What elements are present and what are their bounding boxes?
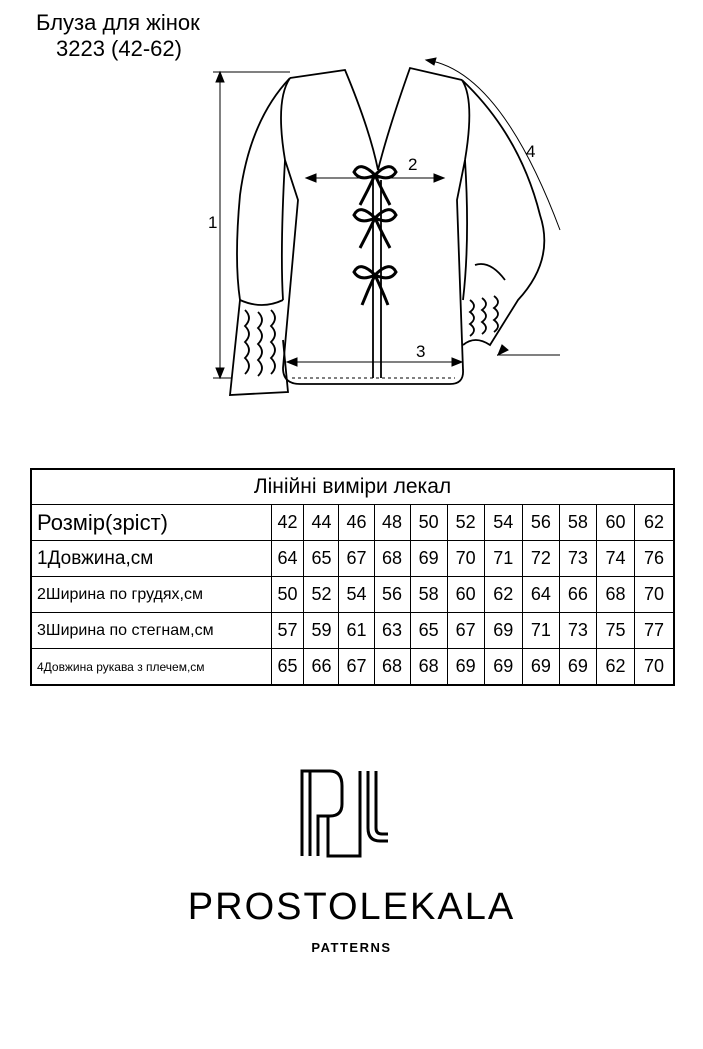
value-cell: 67	[339, 541, 374, 577]
value-cell: 76	[635, 541, 674, 577]
table-row-length	[31, 541, 674, 577]
value-cell: 71	[522, 613, 559, 649]
table-row-sleeve	[31, 649, 674, 686]
value-cell: 52	[304, 577, 339, 613]
size-cell: 42	[271, 505, 304, 541]
size-cell: 54	[484, 505, 522, 541]
value-cell: 61	[339, 613, 374, 649]
value-cell: 69	[559, 649, 596, 686]
brand-logo-icon	[300, 768, 390, 858]
value-cell: 65	[410, 613, 447, 649]
dimension-label-1: 1	[208, 213, 218, 232]
size-cell: 56	[522, 505, 559, 541]
value-cell: 71	[484, 541, 522, 577]
value-cell: 67	[447, 613, 484, 649]
value-cell: 70	[447, 541, 484, 577]
size-cell: 50	[410, 505, 447, 541]
value-cell: 50	[271, 577, 304, 613]
value-cell: 73	[559, 613, 596, 649]
value-cell: 58	[410, 577, 447, 613]
value-cell: 69	[484, 649, 522, 686]
value-cell: 69	[484, 613, 522, 649]
value-cell: 59	[304, 613, 339, 649]
value-cell: 64	[522, 577, 559, 613]
value-cell: 72	[522, 541, 559, 577]
value-cell: 65	[304, 541, 339, 577]
value-cell: 75	[596, 613, 634, 649]
size-cell: 58	[559, 505, 596, 541]
value-cell: 73	[559, 541, 596, 577]
row-label: 3Ширина по стегнам,см	[31, 613, 271, 649]
value-cell: 62	[596, 649, 634, 686]
size-header: Розмір(зріст)	[31, 505, 271, 541]
size-cell: 44	[304, 505, 339, 541]
document-title	[36, 10, 200, 62]
brand-name: PROSTOLEKALA	[187, 886, 516, 928]
table-row-chest	[31, 577, 674, 613]
blouse-sketch	[200, 55, 580, 410]
size-cell: 46	[339, 505, 374, 541]
table-caption: Лінійні виміри лекал	[31, 469, 674, 505]
value-cell: 66	[559, 577, 596, 613]
value-cell: 63	[374, 613, 410, 649]
value-cell: 54	[339, 577, 374, 613]
row-label: 1Довжина,см	[31, 541, 271, 577]
value-cell: 57	[271, 613, 304, 649]
value-cell: 77	[635, 613, 674, 649]
brand-tagline: PATTERNS	[311, 940, 392, 955]
value-cell: 74	[596, 541, 634, 577]
value-cell: 70	[635, 577, 674, 613]
table-row-hips	[31, 613, 674, 649]
value-cell: 60	[447, 577, 484, 613]
dimension-label-2: 2	[408, 155, 418, 174]
value-cell: 69	[410, 541, 447, 577]
value-cell: 68	[410, 649, 447, 686]
value-cell: 69	[522, 649, 559, 686]
value-cell: 68	[596, 577, 634, 613]
value-cell: 70	[635, 649, 674, 686]
size-cell: 48	[374, 505, 410, 541]
value-cell: 64	[271, 541, 304, 577]
size-cell: 62	[635, 505, 674, 541]
value-cell: 56	[374, 577, 410, 613]
value-cell: 68	[374, 541, 410, 577]
measurement-table	[30, 468, 675, 686]
value-cell: 62	[484, 577, 522, 613]
title-line-1: Блуза для жінок	[36, 10, 200, 35]
table-row-sizes	[31, 505, 674, 541]
value-cell: 68	[374, 649, 410, 686]
row-label: 2Ширина по грудях,см	[31, 577, 271, 613]
value-cell: 69	[447, 649, 484, 686]
title-line-2: 3223 (42-62)	[56, 36, 182, 61]
dimension-label-3: 3	[416, 342, 426, 361]
value-cell: 67	[339, 649, 374, 686]
row-label: 4Довжина рукава з плечем,см	[31, 649, 271, 686]
value-cell: 65	[271, 649, 304, 686]
size-cell: 60	[596, 505, 634, 541]
dimension-label-4: 4	[526, 142, 536, 161]
size-cell: 52	[447, 505, 484, 541]
value-cell: 66	[304, 649, 339, 686]
